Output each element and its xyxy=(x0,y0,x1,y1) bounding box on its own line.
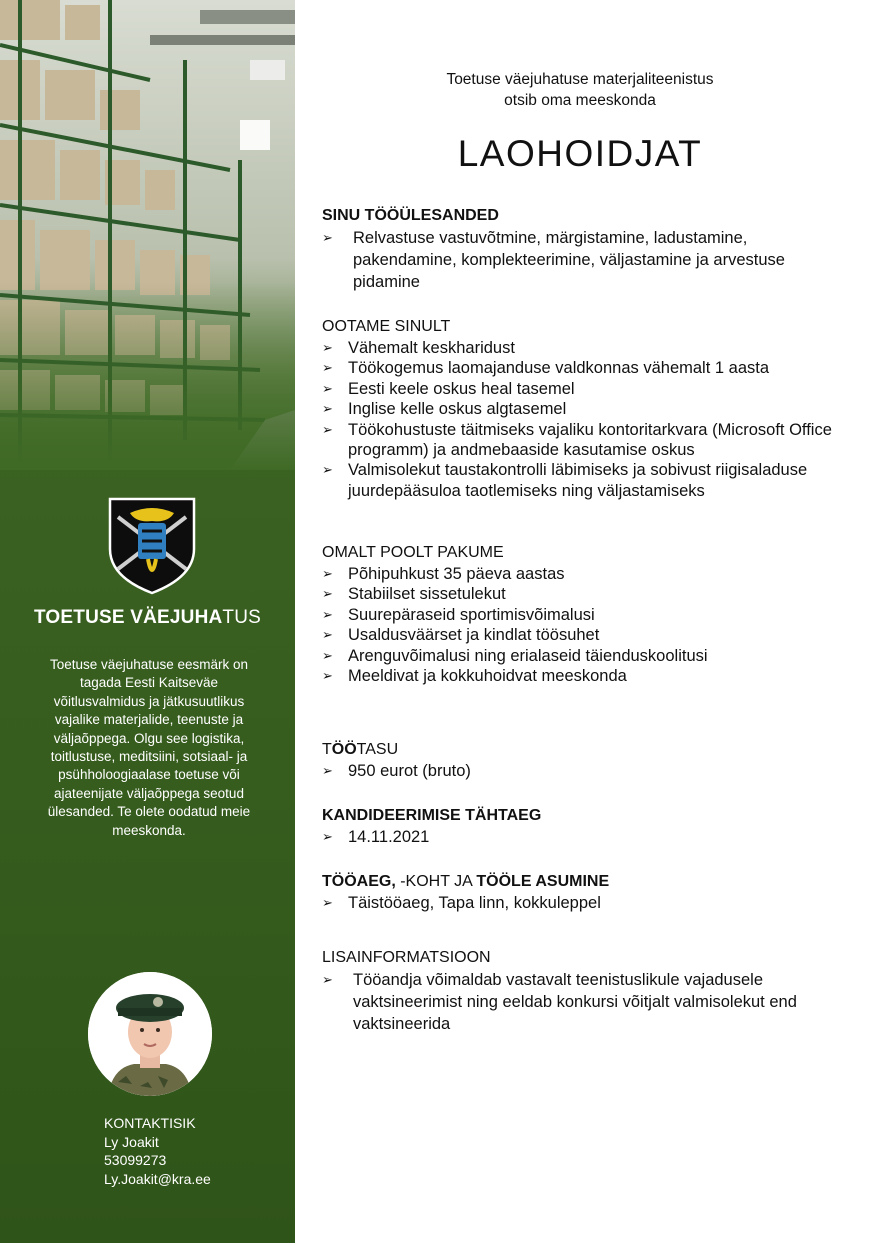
list-item: ➢ Vähemalt keskharidust xyxy=(322,339,515,357)
list-item: ➢ Stabiilset sissetulekut xyxy=(322,585,506,604)
arrow-bullet-icon: ➢ xyxy=(322,380,333,396)
contact-phone: 53099273 xyxy=(104,1152,167,1168)
arrow-bullet-icon: ➢ xyxy=(322,586,333,602)
list-item: ➢ Täistööaeg, Tapa linn, kokkuleppel xyxy=(322,894,601,912)
arrow-bullet-icon: ➢ xyxy=(322,462,333,478)
contact-block xyxy=(104,1114,211,1188)
requirements-heading: OOTAME SINULT xyxy=(322,318,451,335)
list-item: ➢ Arenguvõimalusi ning erialaseid täienduskoolitusi xyxy=(322,646,708,665)
requirements-section xyxy=(322,316,852,501)
intro-text xyxy=(380,69,780,111)
contact-person-photo xyxy=(88,972,212,1096)
offers-heading: OMALT POOLT PAKUME xyxy=(322,544,504,561)
shield-emblem-icon xyxy=(108,497,196,595)
arrow-bullet-icon: ➢ xyxy=(322,763,333,778)
arrow-bullet-icon: ➢ xyxy=(322,829,333,844)
arrow-bullet-icon: ➢ xyxy=(322,668,333,684)
salary-list xyxy=(322,761,852,781)
worktime-heading: TÖÖAEG, -KOHT JA TÖÖLE ASUMINE xyxy=(322,873,610,890)
list-item: ➢ Põhipuhkust 35 päeva aastas xyxy=(322,565,565,583)
org-name xyxy=(0,607,295,629)
deadline-list xyxy=(322,827,852,847)
extra-info-list xyxy=(322,969,852,1035)
list-item: ➢ 950 eurot (bruto) xyxy=(322,762,471,780)
list-item: ➢ 14.11.2021 xyxy=(322,828,430,846)
duties-section xyxy=(322,205,852,293)
arrow-bullet-icon: ➢ xyxy=(322,627,333,643)
list-item: ➢ Inglise kelle oskus algtasemel xyxy=(322,400,567,419)
arrow-bullet-icon: ➢ xyxy=(322,401,333,417)
arrow-bullet-icon: ➢ xyxy=(322,360,333,376)
offers-list xyxy=(322,564,852,686)
duties-heading: SINU TÖÖÜLESANDED xyxy=(322,207,499,224)
arrow-bullet-icon: ➢ xyxy=(322,606,333,622)
contact-email[interactable]: Ly.Joakit@kra.ee xyxy=(104,1170,211,1187)
requirements-list xyxy=(322,338,852,501)
list-item: ➢ Suurepäraseid sportimisvõimalusi xyxy=(322,605,595,624)
warehouse-photo xyxy=(0,0,295,470)
arrow-bullet-icon: ➢ xyxy=(322,566,333,581)
worktime-section xyxy=(322,871,852,913)
org-name-bold: TOETUSE VÄEJUHA xyxy=(33,607,223,628)
extra-info-section xyxy=(322,947,852,1035)
list-item: ➢ Töökogemus laomajanduse valdkonnas vähemalt 1 aasta xyxy=(322,359,770,378)
arrow-bullet-icon: ➢ xyxy=(322,972,333,987)
sidebar xyxy=(0,0,295,1243)
list-item: ➢ Eesti keele oskus heal tasemel xyxy=(322,379,575,398)
arrow-bullet-icon: ➢ xyxy=(322,895,333,910)
arrow-bullet-icon: ➢ xyxy=(322,647,333,663)
list-item: ➢ Tööandja võimaldab vastavalt teenistuslikule vajadusele vaktsineerimist ning eeldab konkursi võitjalt valmisolekut end vaktsineerida xyxy=(322,971,797,1033)
salary-section xyxy=(322,739,852,781)
duties-list xyxy=(322,227,852,293)
list-item: ➢ Relvastuse vastuvõtmine, märgistamine, ladustamine, pakendamine, komplekteerimine, väljastamine ja arvestuse pidamine xyxy=(322,229,785,291)
org-name-rest: TUS xyxy=(222,607,262,628)
intro-line-1: Toetuse väejuhatuse materjaliteenistus xyxy=(446,71,714,88)
list-item: ➢ Valmisolekut taustakontrolli läbimiseks ja sobivust riigisaladuse juurdepääsuloa taotlemiseks ning väljastamiseks xyxy=(322,461,808,500)
list-item: ➢ Usaldusväärset ja kindlat töösuhet xyxy=(322,626,600,645)
intro-line-2: otsib oma meeskonda xyxy=(504,92,656,109)
org-description: Toetuse väejuhatuse eesmärk on tagada Eesti Kaitseväe võitlusvalmidus ja jätkusuutlikus vajalike materjalide, teenuste ja väljaõppega. Olgu see logistika, toitlustuse, meditsiini, sotsiaal- ja psühholoogiaalase toetuse või ajateenijate väljaõppega seotud ülesanded. Te olete oodatud meie meeskonda. xyxy=(47,657,251,838)
arrow-bullet-icon: ➢ xyxy=(322,230,333,245)
arrow-bullet-icon: ➢ xyxy=(322,421,333,437)
offers-section xyxy=(322,542,852,686)
salary-heading: TÖÖTASU xyxy=(322,741,399,758)
contact-heading: KONTAKTISIK xyxy=(104,1115,196,1131)
deadline-heading: KANDIDEERIMISE TÄHTAEG xyxy=(322,807,542,824)
worktime-list xyxy=(322,893,852,913)
job-title: LAOHOIDJAT xyxy=(457,133,703,174)
list-item: ➢ Meeldivat ja kokkuhoidvat meeskonda xyxy=(322,667,627,686)
deadline-section xyxy=(322,805,852,847)
arrow-bullet-icon: ➢ xyxy=(322,340,333,355)
list-item: ➢ Töökohustuste täitmiseks vajaliku kontoritarkvara (Microsoft Office programm) ja andmebaaside kasutamise oskus xyxy=(322,420,832,460)
contact-name: Ly Joakit xyxy=(104,1133,159,1150)
extra-info-heading: LISAINFORMATSIOON xyxy=(322,949,491,966)
